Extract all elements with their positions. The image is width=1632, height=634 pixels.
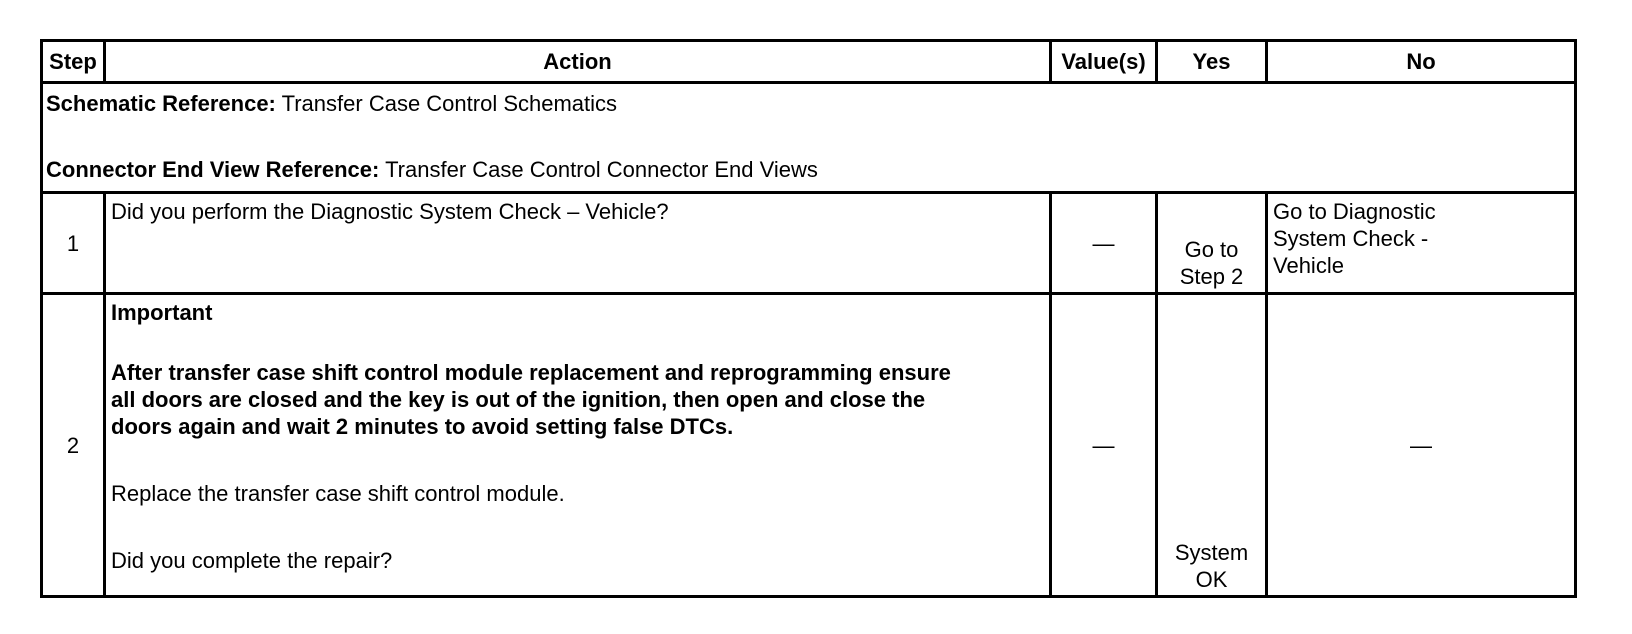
yes-link-line1[interactable]: Go to [1184,237,1239,262]
yes-cell [1157,193,1267,294]
schematic-reference [46,90,1571,117]
no-dash: — [1410,432,1432,458]
no-cell [1267,193,1576,294]
yes-text-line2: OK [1195,567,1228,592]
step-number: 1 [42,193,105,294]
action-question: Did you perform the Diagnostic System Check – Vehicle? [111,199,669,224]
schematic-reference-label: Schematic Reference: [46,91,276,116]
no-link-line3[interactable]: Vehicle [1273,253,1344,278]
table-row [42,294,1576,597]
yes-link-line2[interactable]: Step 2 [1179,264,1244,289]
value-dash: — [1092,230,1115,256]
table-row [42,193,1576,294]
step-number: 2 [42,294,105,597]
header-values: Value(s) [1051,41,1157,83]
no-link-line2[interactable]: System Check - [1273,226,1429,251]
connector-reference [46,156,1571,183]
header-row [42,41,1576,83]
reference-cell [42,83,1576,193]
action-cell [105,193,1051,294]
instruction-text: Replace the transfer case shift control module. [111,481,565,506]
important-line-3: doors again and wait 2 minutes to avoid setting false DTCs. [111,414,734,439]
yes-text-line1: System [1174,540,1249,565]
header-step: Step [42,41,105,83]
action-cell [105,294,1051,597]
no-cell [1267,294,1576,597]
no-link-line1[interactable]: Go to Diagnostic [1273,199,1436,224]
header-no: No [1267,41,1576,83]
important-line-1: After transfer case shift control module replacement and reprogramming ensure [111,360,951,385]
connector-reference-link[interactable]: Transfer Case Control Connector End Views [385,157,818,182]
diagnostic-table [40,39,1577,598]
important-label: Important [111,300,213,325]
action-question: Did you complete the repair? [111,548,393,573]
connector-reference-label: Connector End View Reference: [46,157,380,182]
yes-cell [1157,294,1267,597]
reference-row [42,83,1576,193]
header-yes: Yes [1157,41,1267,83]
schematic-reference-link[interactable]: Transfer Case Control Schematics [281,91,618,116]
header-action: Action [105,41,1051,83]
important-line-2: all doors are closed and the key is out of the ignition, then open and close the [111,387,926,412]
value-dash: — [1092,432,1115,458]
value-cell [1051,294,1157,597]
value-cell [1051,193,1157,294]
